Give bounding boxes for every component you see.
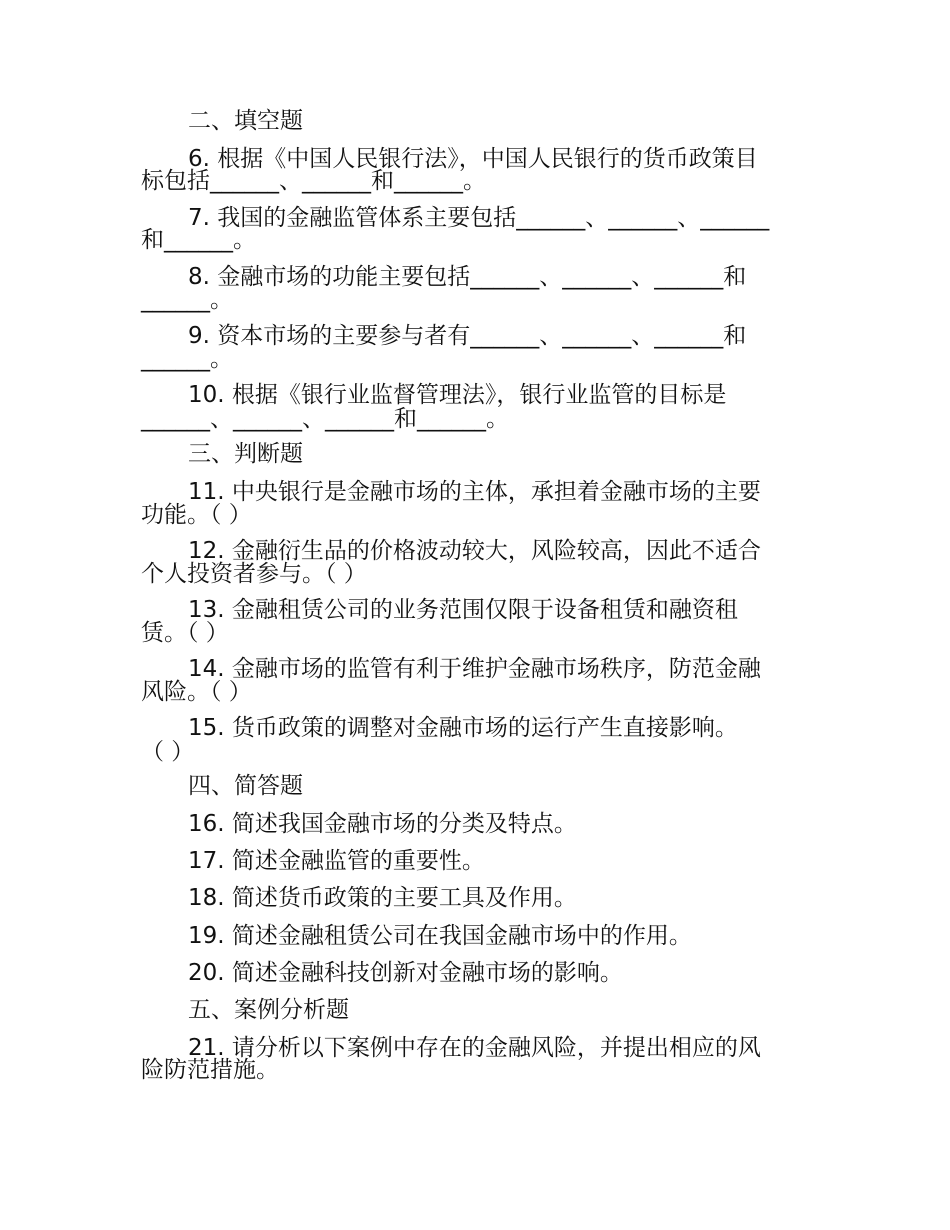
question-19: 19. 简述金融租赁公司在我国金融市场中的作用。 <box>188 923 692 949</box>
question-7-line-1: 7. 我国的金融监管体系主要包括______、______、______ <box>188 205 770 231</box>
question-17: 17. 简述金融监管的重要性。 <box>188 848 485 874</box>
section-title-true-false: 三、判断题 <box>188 441 303 467</box>
question-10-line-2: ______、______、______和______。 <box>141 406 509 432</box>
question-13-line-1: 13. 金融租赁公司的业务范围仅限于设备租赁和融资租 <box>188 597 738 623</box>
question-9-line-1: 9. 资本市场的主要参与者有______、______、______和 <box>188 323 747 349</box>
question-6-line-2: 标包括______、______和______。 <box>141 168 486 194</box>
question-16: 16. 简述我国金融市场的分类及特点。 <box>188 811 577 837</box>
question-10-line-1: 10. 根据《银行业监督管理法》，银行业监管的目标是 <box>188 382 727 408</box>
question-21-line-2: 险防范措施。 <box>141 1057 279 1083</box>
question-11-line-2: 功能。（ ） <box>141 502 252 528</box>
question-8-line-1: 8. 金融市场的功能主要包括______、______、______和 <box>188 264 747 290</box>
question-8-line-2: ______。 <box>141 287 233 313</box>
question-12-line-1: 12. 金融衍生品的价格波动较大，风险较高，因此不适合 <box>188 538 761 564</box>
question-6-line-1: 6. 根据《中国人民银行法》，中国人民银行的货币政策目 <box>188 146 758 172</box>
section-title-case-analysis: 五、案例分析题 <box>188 997 349 1023</box>
question-15-line-1: 15. 货币政策的调整对金融市场的运行产生直接影响。 <box>188 715 738 741</box>
question-11-line-1: 11. 中央银行是金融市场的主体，承担着金融市场的主要 <box>188 479 761 505</box>
question-13-line-2: 赁。（ ） <box>141 620 229 646</box>
section-title-fill-blank: 二、填空题 <box>188 108 303 134</box>
question-21-line-1: 21. 请分析以下案例中存在的金融风险，并提出相应的风 <box>188 1035 761 1061</box>
question-14-line-1: 14. 金融市场的监管有利于维护金融市场秩序，防范金融 <box>188 656 761 682</box>
question-7-line-2: 和______。 <box>141 227 256 253</box>
section-title-short-answer: 四、简答题 <box>188 773 303 799</box>
question-20: 20. 简述金融科技创新对金融市场的影响。 <box>188 960 623 986</box>
question-14-line-2: 风险。（ ） <box>141 679 252 705</box>
question-9-line-2: ______。 <box>141 346 233 372</box>
question-12-line-2: 个人投资者参与。（ ） <box>141 561 367 587</box>
question-15-line-2: （ ） <box>141 739 195 765</box>
question-18: 18. 简述货币政策的主要工具及作用。 <box>188 885 577 911</box>
